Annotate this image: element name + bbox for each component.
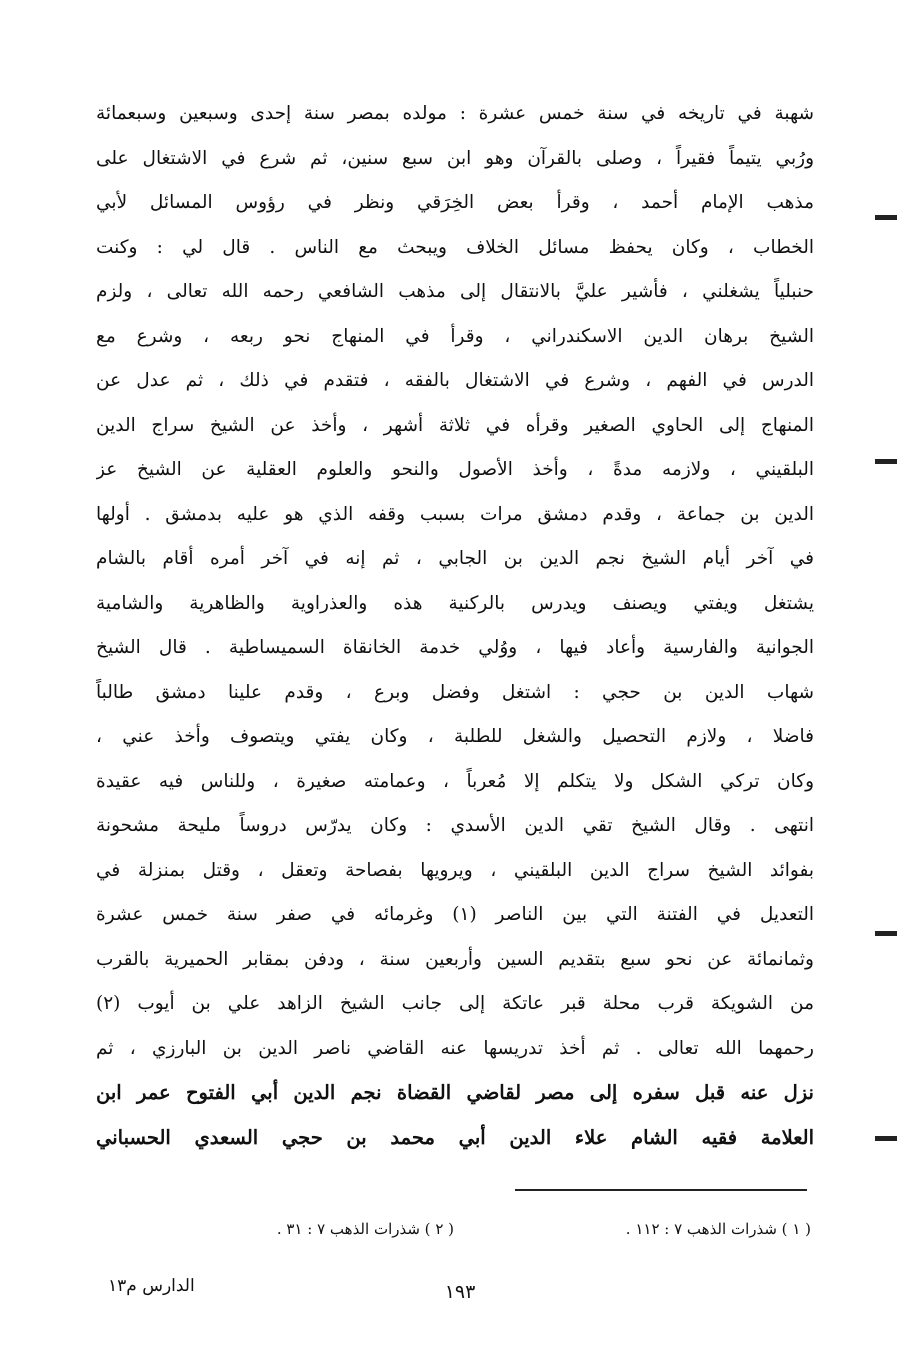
text-line-18: بفوائد الشيخ سراج الدين البلقيني ، ويرويها بفصاحة وتعقل ، وقتل بمنزلة في <box>96 859 814 881</box>
text-line-20: وثمانمائة عن نحو سبع بتقديم السين وأربعين سنة ، ودفن بمقابر الحميرية بالقرب <box>96 948 814 970</box>
text-line-8: المنهاج إلى الحاوي الصغير وقرأه في ثلاثة أشهر ، وأخذ عن الشيخ سراج الدين <box>96 414 814 436</box>
text-line-17: انتهى . وقال الشيخ تقي الدين الأسدي : وكان يدرّس دروساً مليحة مشحونة <box>96 815 814 836</box>
text-line-13: الجوانية والفارسية وأعاد فيها ، ووُلي خدمة الخانقاة السميساطية . قال الشيخ <box>96 637 814 658</box>
footnote-divider <box>515 1189 807 1191</box>
text-line-6: الشيخ برهان الدين الاسكندراني ، وقرأ في المنهاج نحو ربعه ، وشرع مع <box>96 325 814 347</box>
margin-mark <box>875 1136 897 1141</box>
margin-mark <box>875 931 897 936</box>
text-line-19: التعديل في الفتنة التي بين الناصر (١) وغرمائه في صفر سنة خمس عشرة <box>96 904 814 925</box>
text-line-10: الدين بن جماعة ، وقدم دمشق مرات بسبب وقفه الذي هو عليه بدمشق . أولها <box>96 503 814 525</box>
text-line-21: من الشويكة قرب محلة قبر عاتكة إلى جانب الشيخ الزاهد علي بن أيوب (٢) <box>96 993 814 1014</box>
page-number: ١٩٣ <box>444 1281 476 1303</box>
text-line-14: شهاب الدين بن حجي : اشتغل وفضل وبرع ، وقدم علينا دمشق طالباً <box>96 681 814 703</box>
footnote-2: ( ٢ ) شذرات الذهب ٧ : ٣١ . <box>276 1220 454 1238</box>
text-line-3: مذهب الإمام أحمد ، وقرأ بعض الخِرَقي ونظر في رؤوس المسائل لأبي <box>96 192 814 213</box>
text-line-4: الخطاب ، وكان يحفظ مسائل الخلاف ويبحث مع الناس . قال لي : وكنت <box>96 236 814 258</box>
text-line-9: البلقيني ، ولازمه مدةً ، وأخذ الأصول والنحو والعلوم العقلية عن الشيخ عز <box>96 459 814 480</box>
text-line-22: رحمهما الله تعالى . ثم أخذ تدريسها عنه القاضي ناصر الدين بن البارزي ، ثم <box>96 1037 814 1059</box>
text-line-7: الدرس في الفهم ، وشرع في الاشتغال بالفقه ، فتقدم في ذلك ، ثم عدل عن <box>96 370 814 391</box>
text-line-2: ورُبي يتيماً فقيراً ، وصلى بالقرآن وهو ابن سبع سنين، ثم شرع في الاشتغال على <box>96 147 814 169</box>
signature-mark: الدارس م١٣ <box>108 1276 195 1296</box>
text-line-1: شهبة في تاريخه في سنة خمس عشرة : مولده بمصر سنة إحدى وسبعين وسبعمائة <box>96 103 814 124</box>
footnote-1: ( ١ ) شذرات الذهب ٧ : ١١٢ . <box>625 1220 811 1238</box>
text-line-24: العلامة فقيه الشام علاء الدين أبي محمد بن حجي السعدي الحسباني <box>96 1125 814 1149</box>
text-line-5: حنبلياً يشغلني ، فأشير عليَّ بالانتقال إلى مذهب الشافعي رحمه الله تعالى ، ولزم <box>96 281 814 302</box>
text-line-11: في آخر أيام الشيخ نجم الدين بن الجابي ، ثم إنه في آخر أمره أقام بالشام <box>96 548 814 569</box>
margin-mark <box>875 459 897 464</box>
text-line-12: يشتغل ويفتي ويصنف ويدرس بالركنية هذه والعذراوية والظاهرية والشامية <box>96 592 814 614</box>
margin-mark <box>875 215 897 220</box>
text-line-15: فاضلا ، ولازم التحصيل والشغل للطلبة ، وكان يفتي ويتصوف وأخذ عني ، <box>96 726 814 747</box>
main-text <box>96 92 814 1160</box>
text-line-23: نزل عنه قبل سفره إلى مصر لقاضي القضاة نجم الدين أبي الفتوح عمر ابن <box>96 1081 814 1104</box>
text-line-16: وكان تركي الشكل ولا يتكلم إلا مُعرباً ، وعمامته صغيرة ، وللناس فيه عقيدة <box>96 770 814 792</box>
